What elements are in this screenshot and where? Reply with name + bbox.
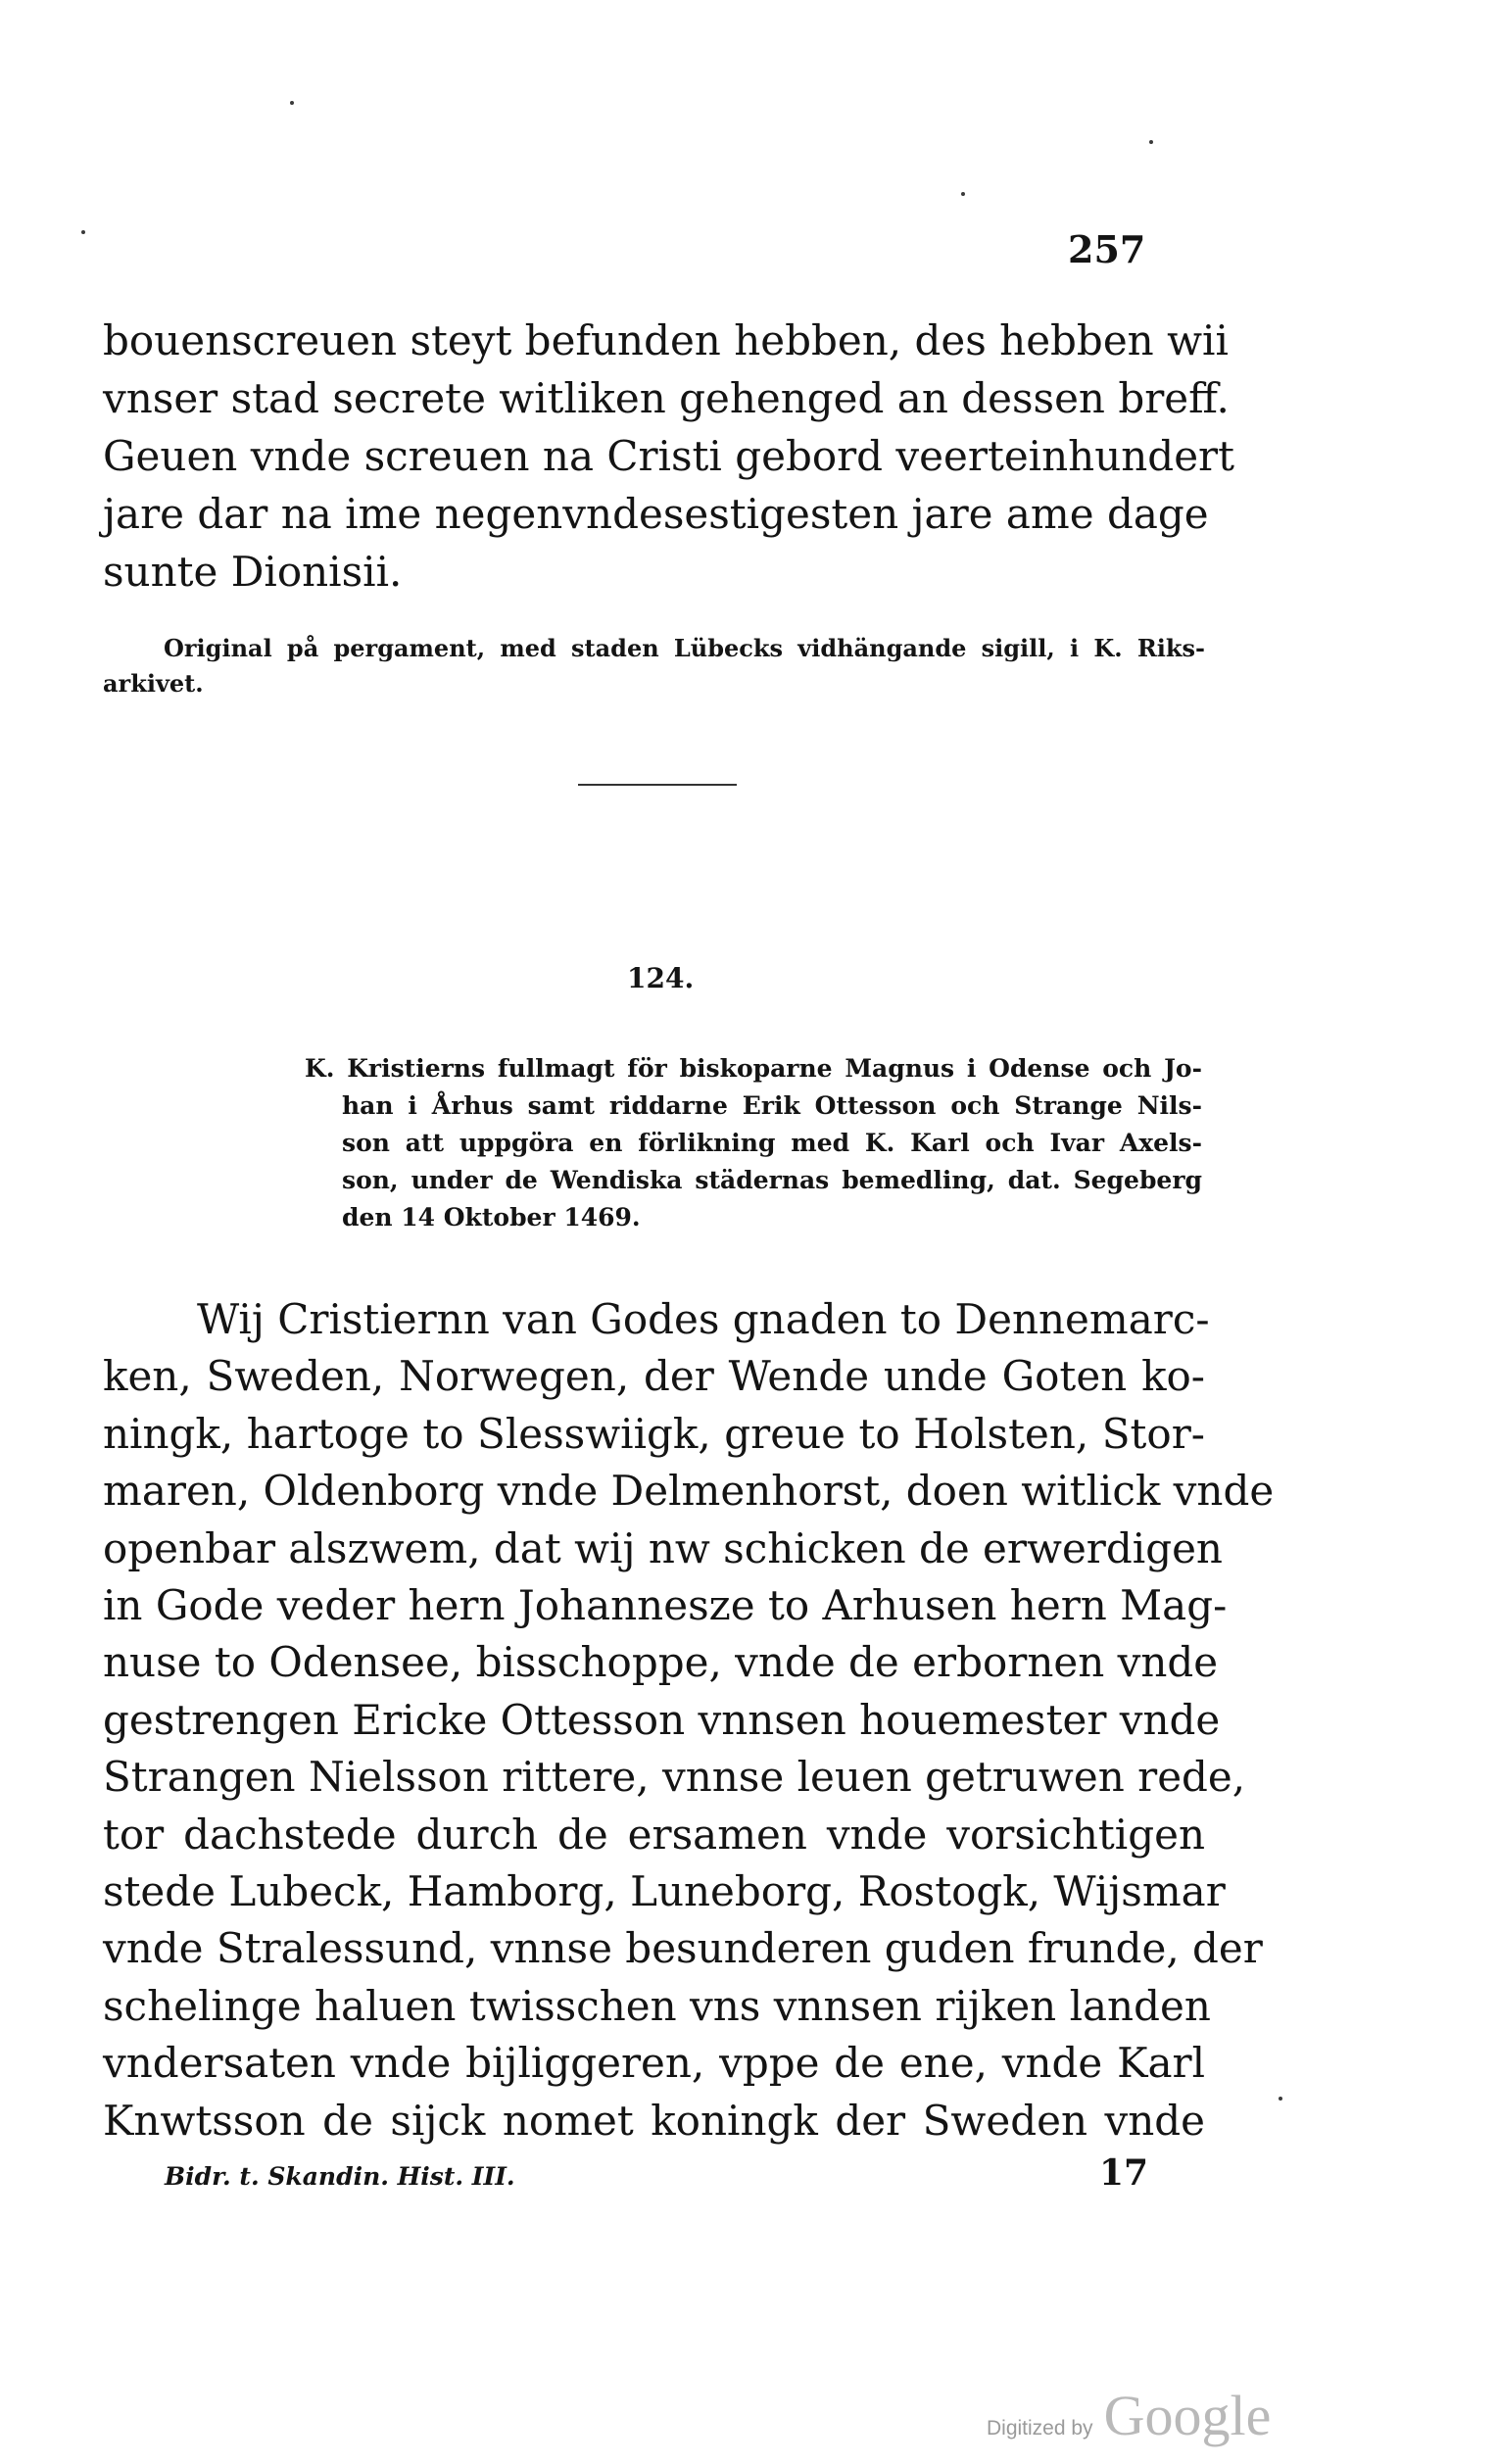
summary-line: son, under de Wendiska städernas bemedling, dat. Segeberg	[342, 1166, 1202, 1194]
scan-speck	[1279, 2097, 1282, 2101]
text-line: maren, Oldenborg vnde Delmenhorst, doen witlick vnde	[103, 1467, 1275, 1516]
text-line: gestrengen Ericke Ottesson vnnsen houemester vnde	[103, 1695, 1221, 1744]
page-number: 257	[1068, 227, 1146, 271]
text-line: ningk, hartoge to Slesswiigk, greue to Holsten, Stor-	[103, 1409, 1205, 1458]
text-line: openbar alszwem, dat wij nw schicken de erwerdigen	[103, 1523, 1223, 1572]
text-line: vndersaten vnde bijliggeren, vppe de ene, vnde Karl	[103, 2039, 1205, 2088]
charter-main-text	[103, 1291, 1275, 2150]
text-line: schelinge haluen twisschen vns vnnsen rijken landen	[103, 1981, 1211, 2030]
document-summary	[305, 1050, 1202, 1236]
text-line: in Gode veder hern Johannesze to Arhusen hern Mag-	[103, 1581, 1228, 1630]
footer-citation: Bidr. t. Skandin. Hist. III.	[165, 2162, 515, 2191]
summary-line: han i Århus samt riddarne Erik Ottesson och Strange Nils-	[342, 1091, 1202, 1120]
digitized-prefix: Digitized by	[987, 2417, 1093, 2440]
section-divider	[578, 784, 737, 786]
text-line: vnde Stralessund, vnnse besunderen guden frunde, der	[103, 1924, 1263, 1973]
text-line: Strangen Nielsson rittere, vnnse leuen getruwen rede,	[103, 1753, 1246, 1802]
text-line: sunte Dionisii.	[103, 548, 403, 596]
scan-speck	[1149, 140, 1153, 144]
text-line: Wij Cristiernn van Godes gnaden to Dennemarc-	[197, 1295, 1210, 1343]
summary-line: K. Kristierns fullmagt för biskoparne Magnus i Odense och Jo-	[305, 1054, 1202, 1083]
text-line: nuse to Odensee, bisschoppe, vnde de erbornen vnde	[103, 1638, 1219, 1687]
signature-mark: 17	[1099, 2152, 1149, 2194]
summary-line: den 14 Oktober 1469.	[342, 1203, 641, 1232]
digitized-by-watermark	[987, 2383, 1271, 2448]
text-line: jare dar na ime negenvndesestigesten jare ame dage	[103, 490, 1209, 538]
scan-speck	[81, 230, 85, 234]
scan-speck	[290, 101, 294, 105]
text-line: bouenscreuen steyt befunden hebben, des hebben wii	[103, 316, 1229, 364]
google-logo: Google	[1103, 2384, 1272, 2447]
text-line: tor dachstede durch de ersamen vnde vorsichtigen	[103, 1810, 1205, 1859]
source-note	[103, 631, 1205, 701]
text-line: Geuen vnde screuen na Cristi gebord veerteinhundert	[103, 432, 1234, 480]
text-line: vnser stad secrete witliken gehenged an dessen breff.	[103, 374, 1230, 422]
summary-line: son att uppgöra en förlikning med K. Karl och Ivar Axels-	[342, 1129, 1202, 1157]
text-line: Knwtsson de sijck nomet koningk der Sweden vnde	[103, 2096, 1205, 2145]
source-note-line: Original på pergament, med staden Lübecks vidhängande sigill, i K. Riks-	[164, 634, 1205, 662]
source-note-line: arkivet.	[103, 669, 204, 698]
text-line: ken, Sweden, Norwegen, der Wende unde Goten ko-	[103, 1352, 1205, 1401]
text-line: stede Lubeck, Hamborg, Luneborg, Rostogk, Wijsmar	[103, 1867, 1226, 1916]
scan-speck	[961, 192, 965, 196]
document-number: 124.	[627, 962, 695, 994]
continued-charter-text	[103, 312, 1234, 601]
